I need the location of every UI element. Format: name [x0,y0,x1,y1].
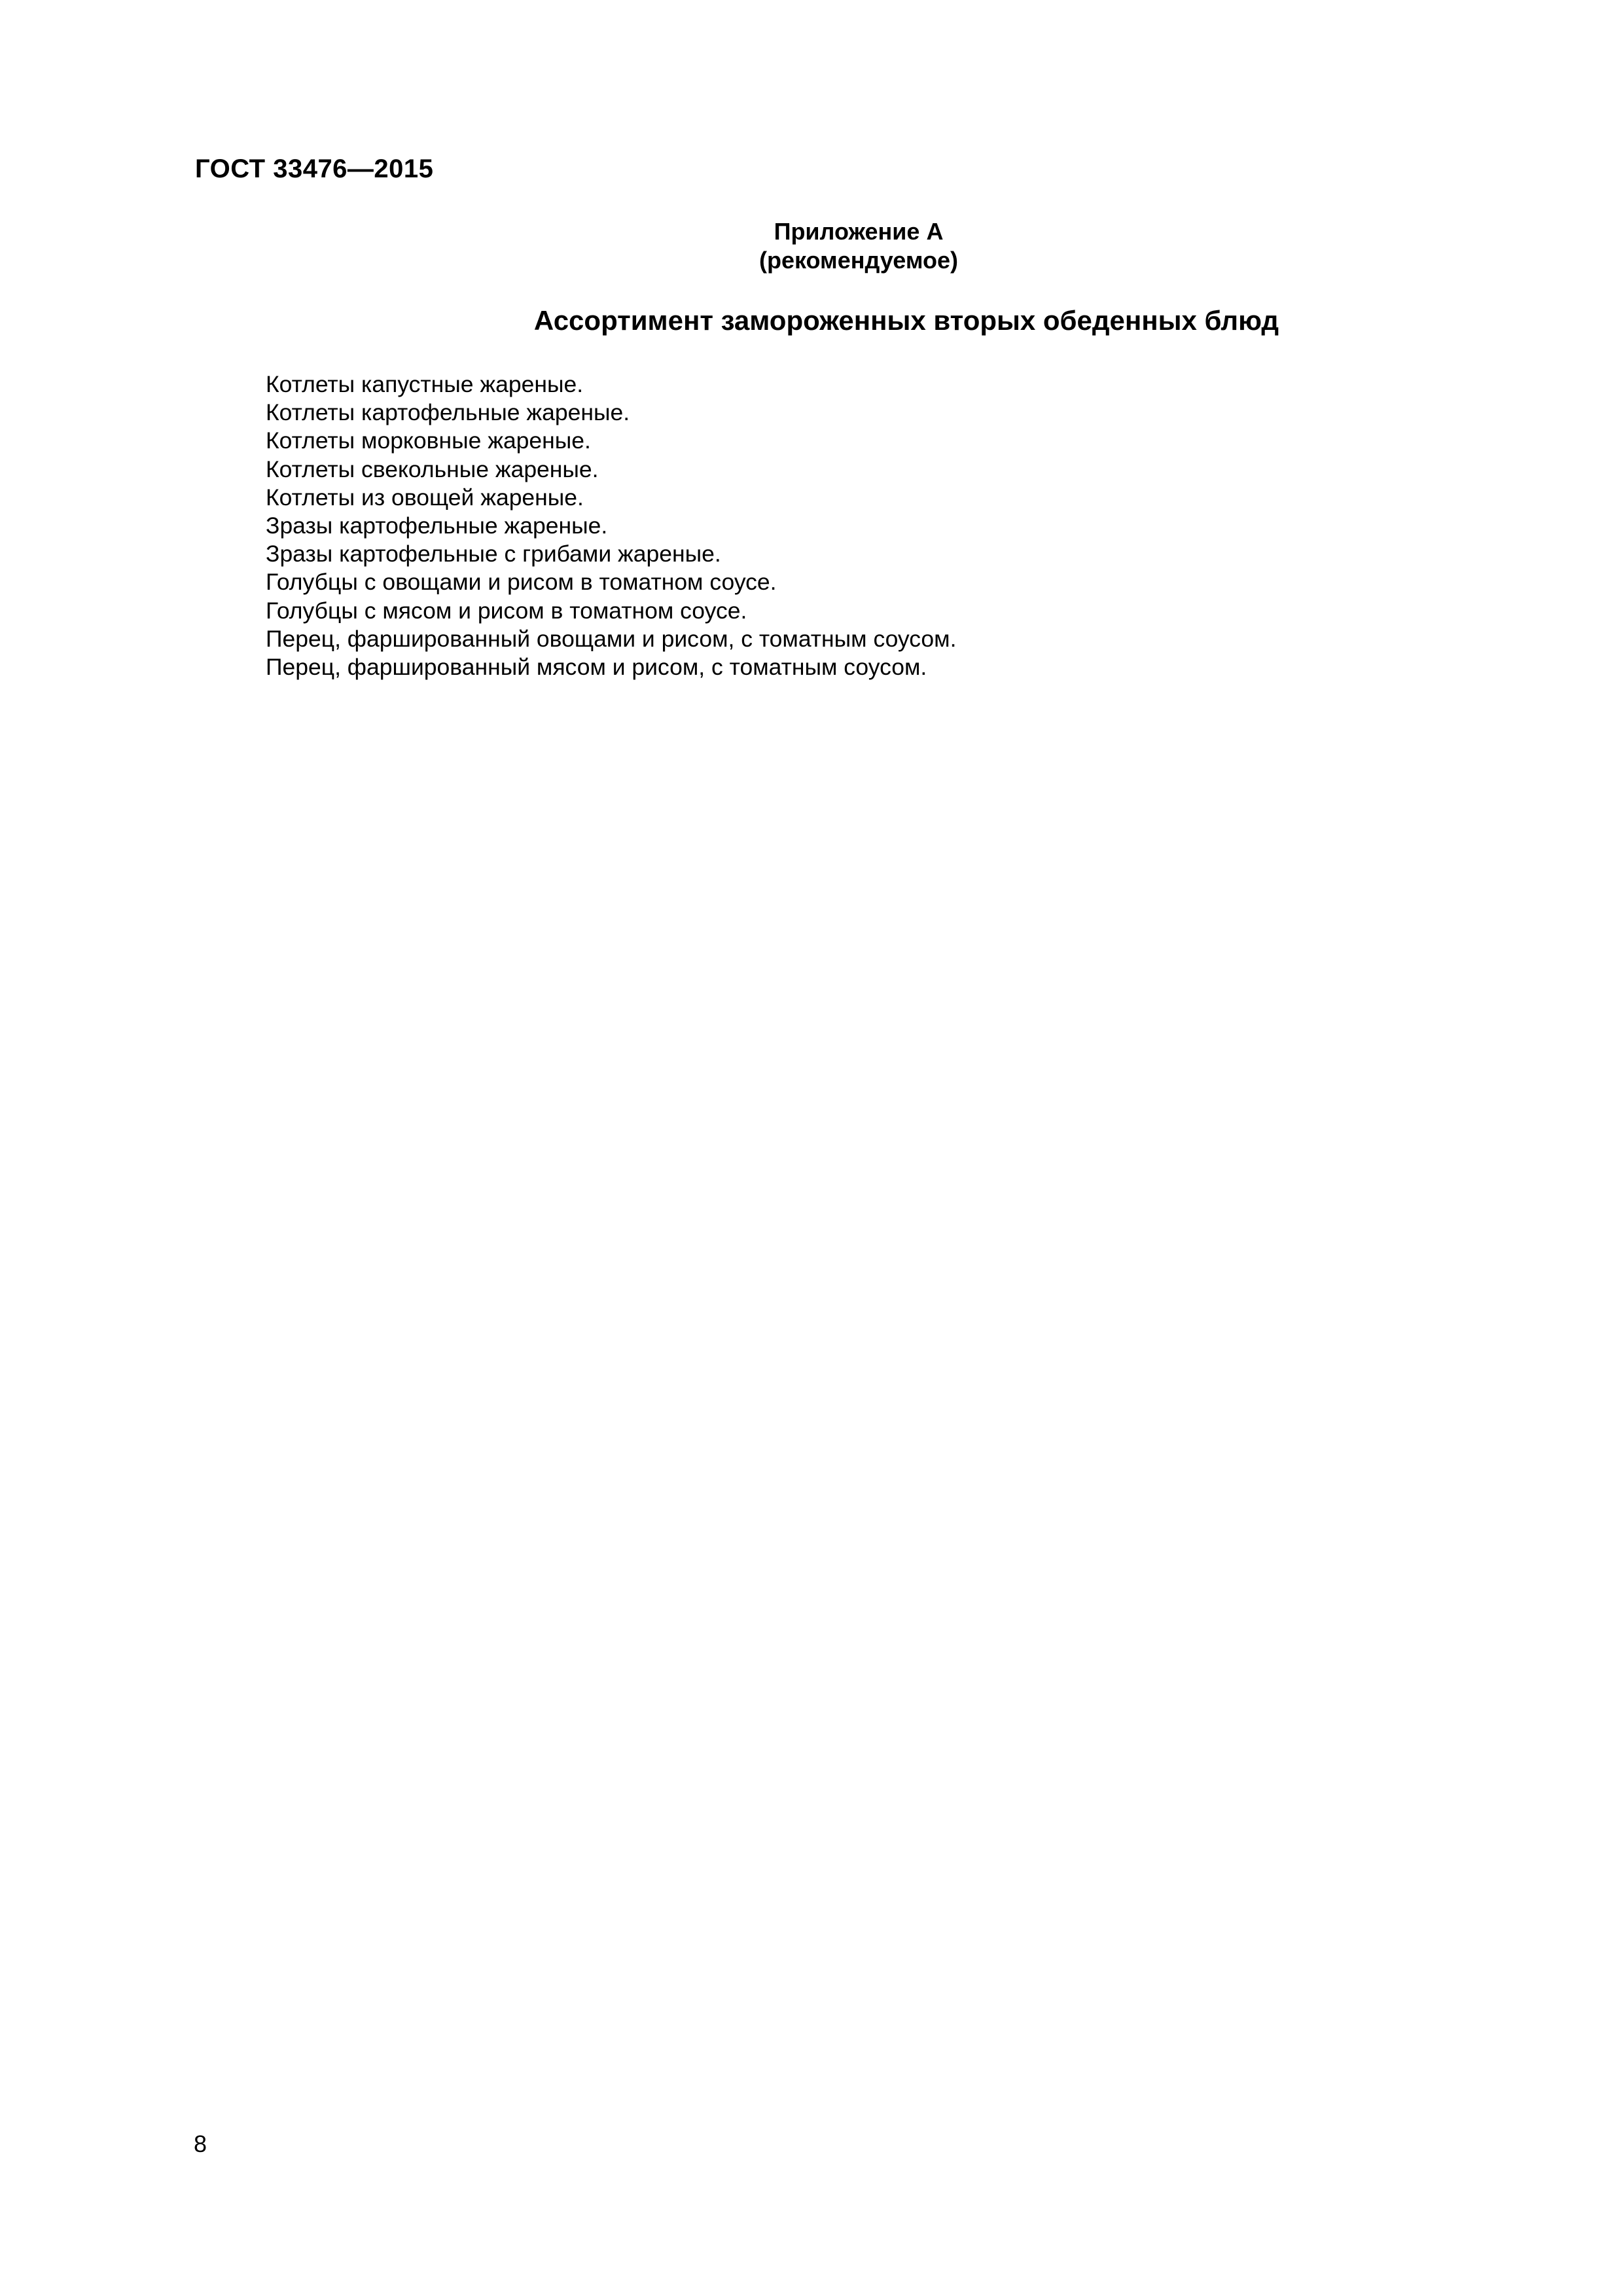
appendix-title-row [0,305,1623,336]
list-item: Зразы картофельные с грибами жареные. [266,541,721,567]
appendix-status: (рекомендуемое) [759,247,958,274]
list-item: Перец, фаршированный овощами и рисом, с томатным соусом. [266,625,957,652]
list-item: Котлеты из овощей жареные. [266,484,584,511]
list-item: Котлеты морковные жареные. [266,427,591,454]
document-header: ГОСТ 33476—2015 [195,154,434,183]
list-item: Котлеты капустные жареные. [266,371,584,397]
list-item: Зразы картофельные жареные. [266,512,608,539]
list-item: Котлеты картофельные жареные. [266,399,630,426]
list-item: Перец, фаршированный мясом и рисом, с томатным соусом. [266,654,927,681]
appendix-title: Ассортимент замороженных вторых обеденных блюд [533,305,1279,336]
appendix-heading [728,217,990,275]
dish-assortment-list [266,370,956,681]
page-number: 8 [194,2130,207,2157]
list-item: Котлеты свекольные жареные. [266,456,599,482]
list-item: Голубцы с овощами и рисом в томатном соусе. [266,569,777,596]
list-item: Голубцы с мясом и рисом в томатном соусе. [266,597,747,624]
appendix-label: Приложение А [774,218,944,245]
